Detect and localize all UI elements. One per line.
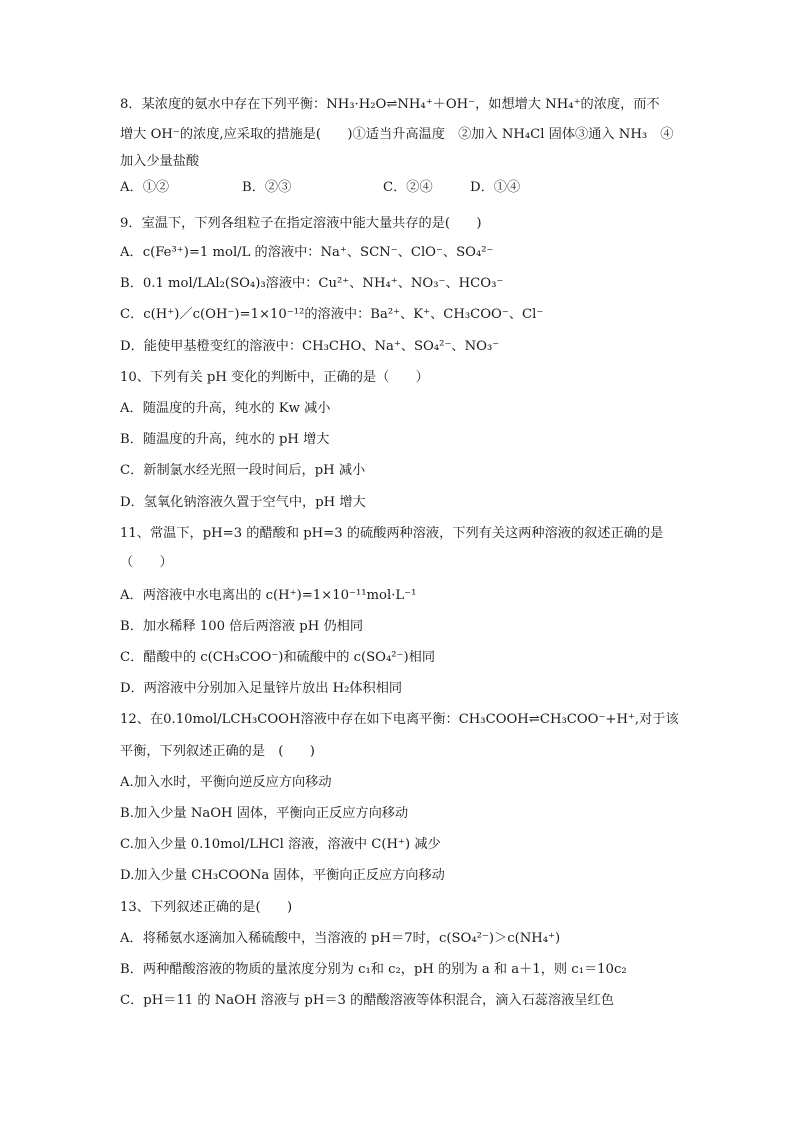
q12-stem-line-1: 12、在0.10mol/LCH₃COOH溶液中存在如下电离平衡：CH₃COOH⇌CH₃COO⁻+H⁺,对于该 bbox=[120, 712, 679, 727]
q12-option-a: A.加入水时，平衡向逆反应方向移动 bbox=[120, 775, 332, 790]
q10-option-a: A．随温度的升高，纯水的 Kw 减小 bbox=[120, 401, 331, 416]
q8-option-d: D．①④ bbox=[470, 180, 521, 195]
q12-stem-line-2: 平衡，下列叙述正确的是 ( ) bbox=[120, 744, 315, 759]
q8-stem-line-3: 加入少量盐酸 bbox=[120, 154, 200, 169]
q10-option-b: B．随温度的升高，纯水的 pH 增大 bbox=[120, 432, 330, 447]
q8-stem-line-1: 8．某浓度的氨水中存在下列平衡：NH₃·H₂O⇌NH₄⁺＋OH⁻，如想增大 NH₄⁺的浓度，而不 bbox=[120, 97, 660, 112]
q8-option-c: C．②④ bbox=[383, 180, 433, 195]
q10-stem: 10、下列有关 pH 变化的判断中，正确的是（ ） bbox=[120, 370, 429, 385]
q9-option-b: B．0.1 mol/LAl₂(SO₄)₃溶液中：Cu²⁺、NH₄⁺、NO₃⁻、HCO₃⁻ bbox=[120, 276, 504, 291]
q13-stem: 13、下列叙述正确的是( ) bbox=[120, 900, 293, 915]
q11-stem-line-1: 11、常温下，pH=3 的醋酸和 pH=3 的硫酸两种溶液，下列有关这两种溶液的叙述正确的是 bbox=[120, 526, 664, 541]
q10-option-d: D．氢氧化钠溶液久置于空气中，pH 增大 bbox=[120, 495, 366, 510]
q9-stem: 9．室温下，下列各组粒子在指定溶液中能大量共存的是( ) bbox=[120, 216, 482, 231]
q9-option-a: A．c(Fe³⁺)=1 mol/L 的溶液中：Na⁺、SCN⁻、ClO⁻、SO₄²⁻ bbox=[120, 245, 494, 260]
q12-option-d: D.加入少量 CH₃COONa 固体，平衡向正反应方向移动 bbox=[120, 868, 445, 883]
q11-stem-line-2: （ ） bbox=[120, 555, 173, 570]
q12-option-c: C.加入少量 0.10mol/LHCl 溶液，溶液中 C(H⁺) 减少 bbox=[120, 837, 441, 852]
q11-option-a: A．两溶液中水电离出的 c(H⁺)=1×10⁻¹¹mol·L⁻¹ bbox=[120, 588, 417, 603]
q10-option-c: C．新制氯水经光照一段时间后，pH 减小 bbox=[120, 463, 366, 478]
q12-option-b: B.加入少量 NaOH 固体，平衡向正反应方向移动 bbox=[120, 806, 409, 821]
q11-option-d: D．两溶液中分别加入足量锌片放出 H₂体积相同 bbox=[120, 681, 403, 696]
q8-option-a: A．①② bbox=[120, 180, 170, 195]
q13-option-c: C．pH＝11 的 NaOH 溶液与 pH＝3 的醋酸溶液等体积混合，滴入石蕊溶液呈红色 bbox=[120, 993, 614, 1008]
q11-option-b: B．加水稀释 100 倍后两溶液 pH 仍相同 bbox=[120, 619, 364, 634]
q9-option-c: C．c(H⁺)／c(OH⁻)=1×10⁻¹²的溶液中：Ba²⁺、K⁺、CH₃COO⁻、Cl⁻ bbox=[120, 307, 544, 322]
q8-option-b: B．②③ bbox=[242, 180, 292, 195]
q13-option-b: B．两种醋酸溶液的物质的量浓度分别为 c₁和 c₂，pH 的别为 a 和 a＋1，则 c₁＝10c₂ bbox=[120, 962, 627, 977]
q13-option-a: A．将稀氨水逐滴加入稀硫酸中，当溶液的 pH＝7时，c(SO₄²⁻)＞c(NH₄⁺) bbox=[120, 931, 561, 946]
q11-option-c: C．醋酸中的 c(CH₃COO⁻)和硫酸中的 c(SO₄²⁻)相同 bbox=[120, 650, 436, 665]
q9-option-d: D．能使甲基橙变红的溶液中：CH₃CHO、Na⁺、SO₄²⁻、NO₃⁻ bbox=[120, 339, 500, 354]
q8-stem-line-2: 增大 OH⁻的浓度,应采取的措施是( )①适当升高温度 ②加入 NH₄Cl 固体③通入 NH₃ ④ bbox=[120, 127, 674, 142]
